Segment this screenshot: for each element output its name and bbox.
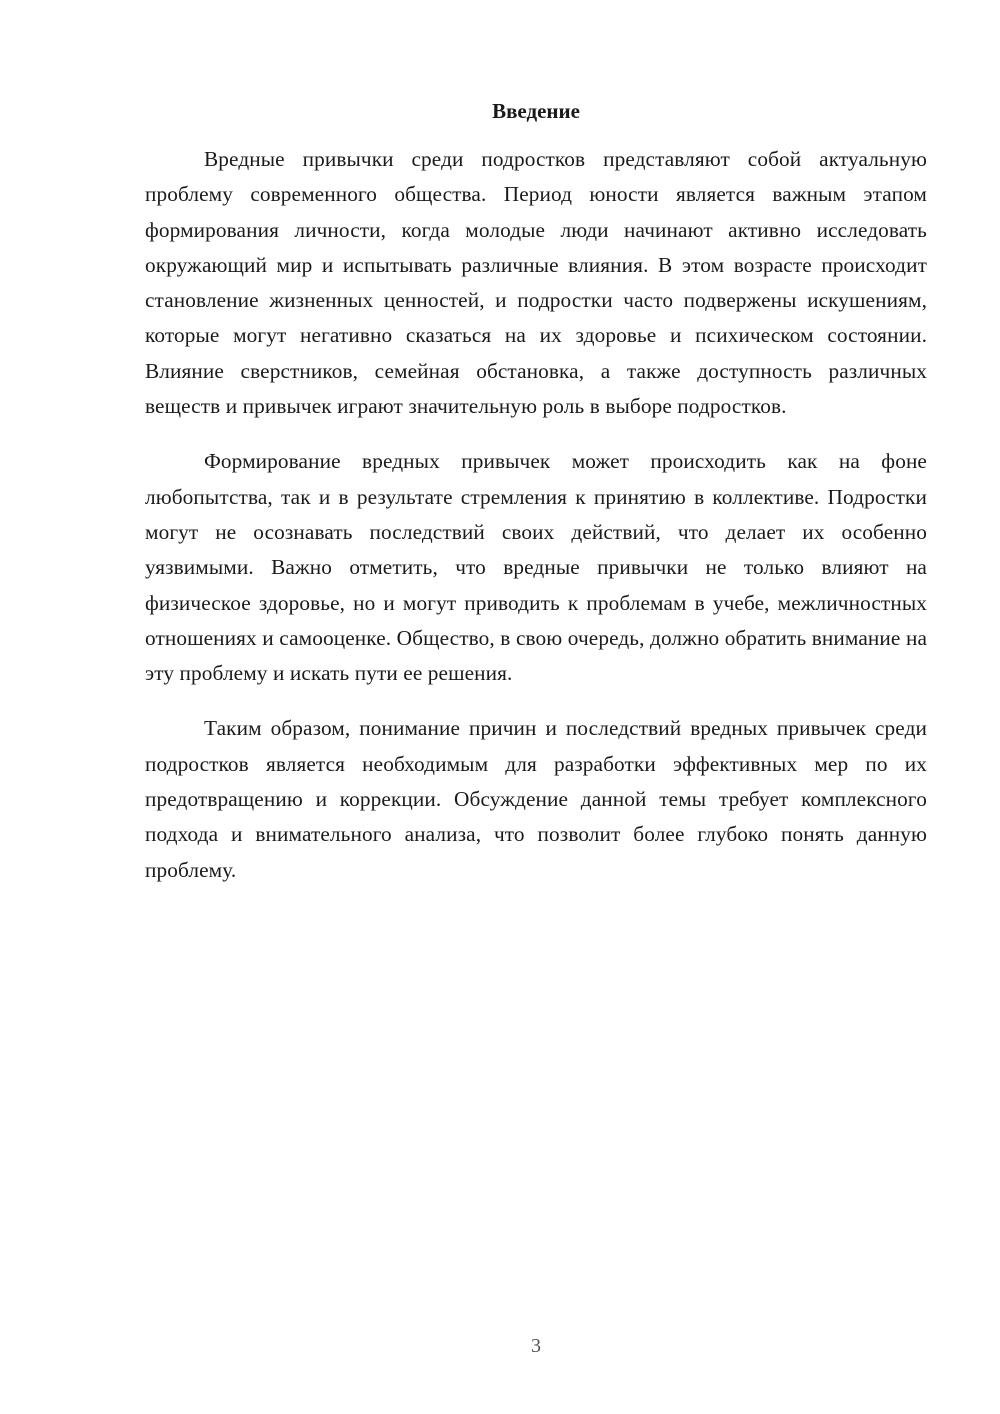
paragraph-3: Таким образом, понимание причин и последствий вредных привычек среди подростков является необходимым для разработки эффективных мер по их предотвращению и коррекции. Обсуждение данной темы требует комплексного подхода и внимательного анализа, что позволит более глубоко понять данную проблему.	[145, 716, 927, 882]
paragraph-2: Формирование вредных привычек может происходить как на фоне любопытства, так и в результате стремления к принятию в коллективе. Подростки могут не осознавать последствий своих действий, что делает их особенно уязвимыми. Важно отметить, что вредные привычки не только влияют на физическое здоровье, но и могут приводить к проблемам в учебе, межличностных отношениях и самооценке. Общество, в свою очередь, должно обратить внимание на эту проблему и искать пути ее решения.	[145, 449, 927, 686]
paragraph-1: Вредные привычки среди подростков представляют собой актуальную проблему современного общества. Период юности является важным этапом формирования личности, когда молодые люди начинают активно исследовать окружающий мир и испытывать различные влияния. В этом возрасте происходит становление жизненных ценностей, и подростки часто подвержены искушениям, которые могут негативно сказаться на их здоровье и психическом состоянии. Влияние сверстников, семейная обстановка, а также доступность различных веществ и привычек играют значительную роль в выборе подростков.	[145, 147, 927, 419]
section-heading: Введение	[492, 99, 580, 123]
page-number: 3	[531, 1335, 541, 1357]
body-text	[145, 142, 927, 908]
